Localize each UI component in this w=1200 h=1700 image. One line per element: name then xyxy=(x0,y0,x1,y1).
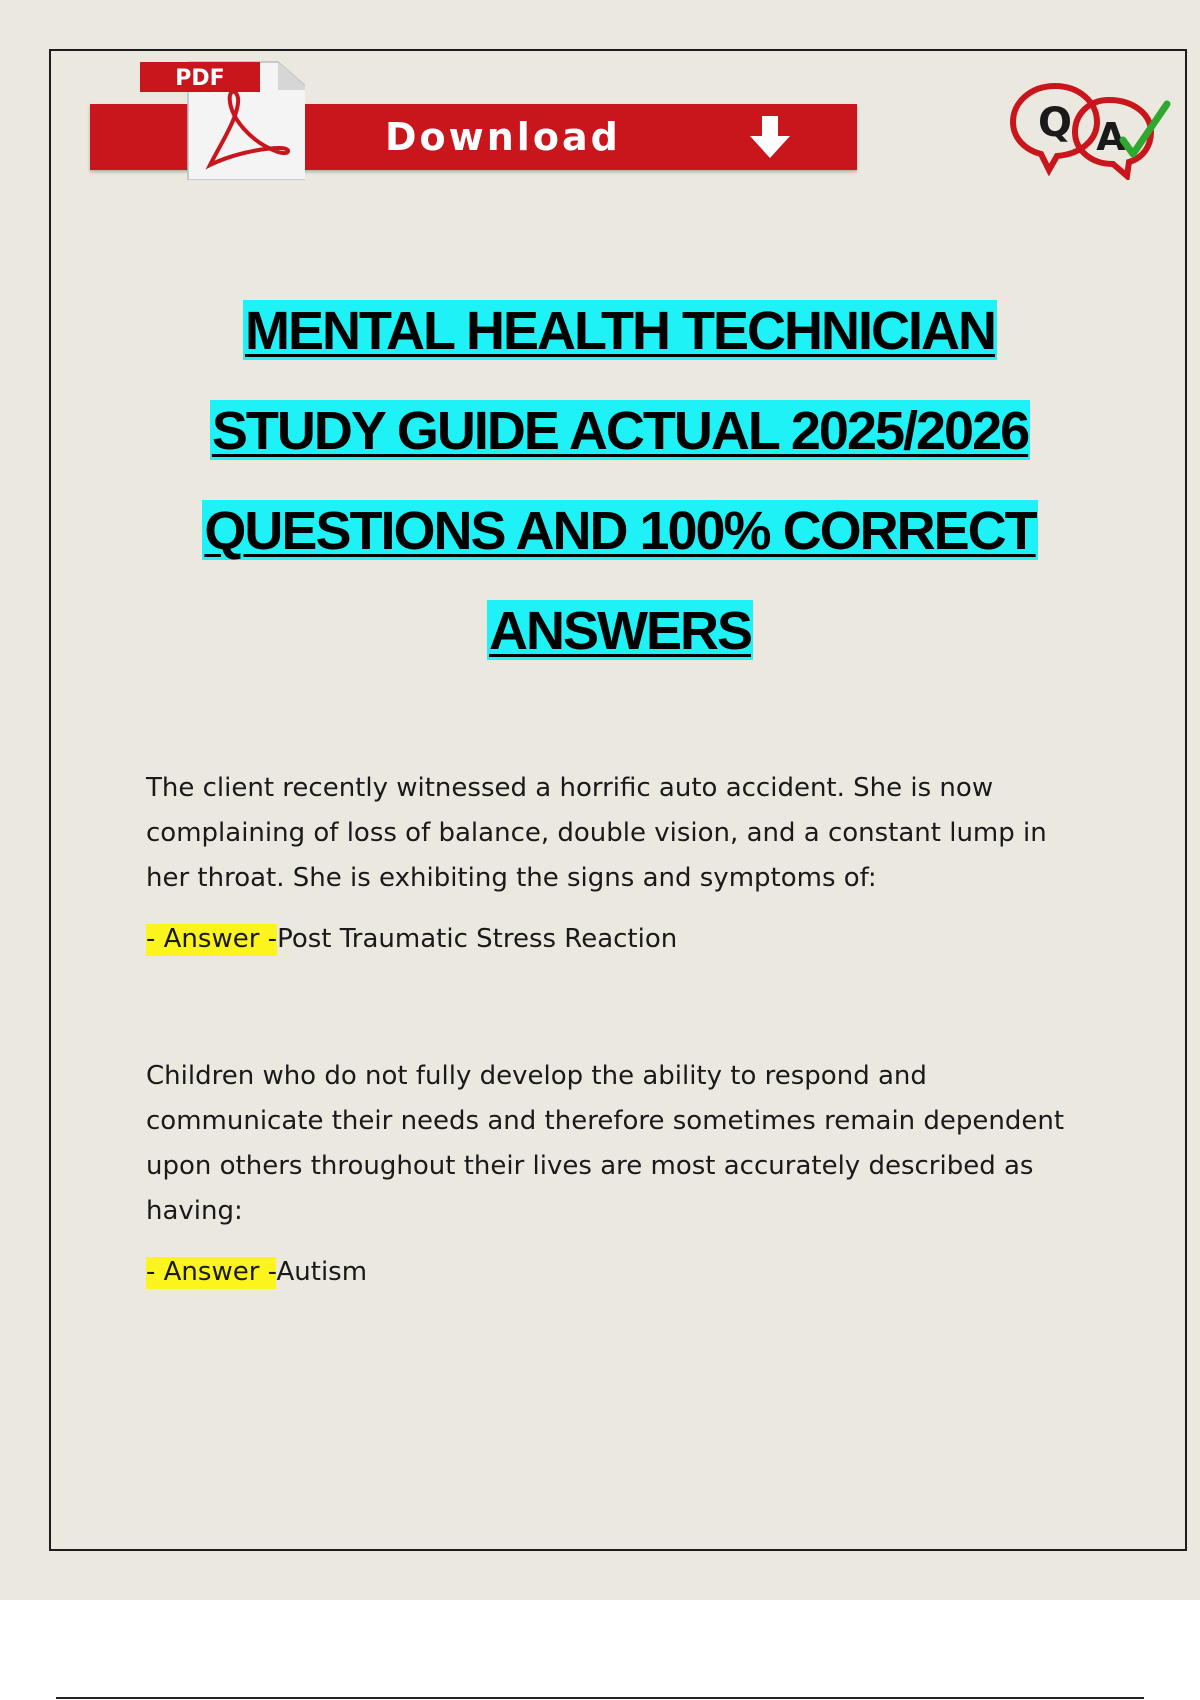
pdf-tag: PDF xyxy=(175,66,225,91)
title-line: ANSWERS xyxy=(488,601,751,661)
footer-rule xyxy=(56,1697,1144,1699)
title-line: STUDY GUIDE ACTUAL 2025/2026 xyxy=(211,401,1029,461)
qa-item xyxy=(146,766,1096,957)
qa-logo xyxy=(1005,80,1175,180)
pdf-document-icon[interactable] xyxy=(140,60,305,180)
question-text: Children who do not fully develop the ability to respond and communicate their needs and therefore sometimes remain dependent upon others throughout their lives are most accurately described as having: xyxy=(146,1061,1065,1226)
answer-text: Autism xyxy=(276,1257,368,1287)
qa-logo-a: A xyxy=(1096,115,1126,159)
answer-prefix: - Answer - xyxy=(146,1257,277,1287)
download-arrow-icon[interactable] xyxy=(740,112,800,162)
download-banner[interactable] xyxy=(90,60,860,180)
answer-prefix: - Answer - xyxy=(146,924,278,954)
answer-line xyxy=(146,921,1096,957)
title-line: MENTAL HEALTH TECHNICIAN xyxy=(245,301,995,361)
download-label[interactable]: Download xyxy=(385,115,621,159)
document-title xyxy=(100,300,1140,700)
qa-logo-q: Q xyxy=(1037,100,1073,146)
answer-line xyxy=(146,1254,1096,1290)
qa-item xyxy=(146,1054,1096,1290)
title-line: QUESTIONS AND 100% CORRECT xyxy=(204,501,1036,561)
answer-text: Post Traumatic Stress Reaction xyxy=(277,924,678,954)
question-text: The client recently witnessed a horrific auto accident. She is now complaining of loss of balance, double vision, and a constant lump in her throat. She is exhibiting the signs and symptoms of: xyxy=(146,773,1047,893)
